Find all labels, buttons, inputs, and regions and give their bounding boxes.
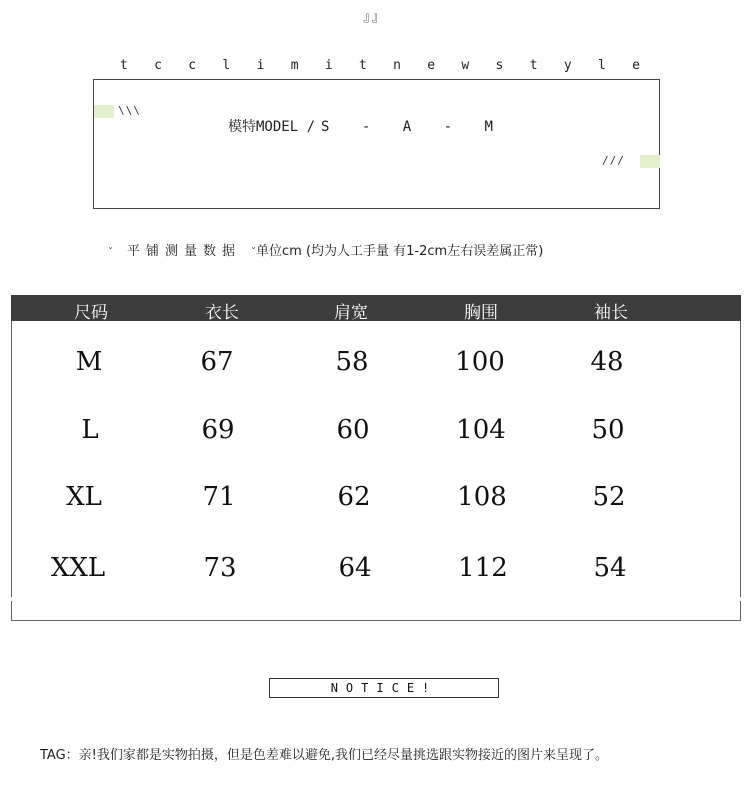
table-border-right-foot <box>740 601 741 621</box>
brand-letter: t <box>529 58 538 73</box>
brand-letter: n <box>393 58 401 73</box>
brand-letter: w <box>461 58 470 73</box>
chevron-down-icon: ˇ <box>251 247 257 258</box>
brand-letter: e <box>632 58 640 73</box>
accent-block-right <box>640 155 660 168</box>
table-cell: XXL <box>50 553 106 583</box>
brand-letter: t <box>358 58 367 73</box>
slash-decoration-right: /// <box>602 154 625 167</box>
measure-title: 平铺测量数据 <box>127 244 242 259</box>
slash-decoration-left: \\\ <box>118 104 141 117</box>
column-header-shoulder: 肩宽 <box>334 303 368 323</box>
table-cell: 112 <box>458 553 508 583</box>
column-header-size: 尺码 <box>74 303 108 323</box>
brand-letter: l <box>597 58 606 73</box>
size-table <box>11 295 741 621</box>
column-header-length: 衣长 <box>205 303 239 323</box>
table-cell: M <box>75 347 103 377</box>
table-border-bottom <box>11 620 741 621</box>
table-cell: 73 <box>203 553 237 583</box>
table-border-right <box>740 321 741 597</box>
table-cell: 67 <box>200 347 234 377</box>
brand-tagline <box>120 58 640 73</box>
table-cell: 71 <box>202 482 236 512</box>
table-border-left <box>11 321 12 597</box>
table-cell: 48 <box>590 347 624 377</box>
accent-block-left <box>94 105 114 118</box>
model-size-text <box>228 116 505 136</box>
table-cell: 64 <box>338 553 372 583</box>
table-cell: 100 <box>455 347 505 377</box>
brand-letter: m <box>290 58 299 73</box>
brand-letter: c <box>154 58 162 73</box>
table-border-left-foot <box>11 601 12 621</box>
brand-letter: s <box>495 58 504 73</box>
brand-letter: l <box>222 58 231 73</box>
brand-letter: y <box>563 58 572 73</box>
brand-letter: c <box>188 58 197 73</box>
table-cell: L <box>81 415 99 445</box>
table-cell: 54 <box>593 553 627 583</box>
table-cell: 62 <box>337 482 371 512</box>
measure-unit-note: 单位cm (均为人工手量 有1-2cm左右误差属正常) <box>256 244 544 259</box>
brand-letter: i <box>256 58 265 73</box>
top-mark: 』』 <box>363 10 387 25</box>
model-sizes: S - A - M <box>321 119 505 135</box>
brand-letter: i <box>324 58 333 73</box>
measurement-note <box>108 240 543 259</box>
model-label: 模特MODEL / <box>228 119 316 135</box>
model-info-box <box>93 79 660 209</box>
table-cell: 52 <box>592 482 626 512</box>
table-cell: 108 <box>457 482 507 512</box>
column-header-sleeve: 袖长 <box>594 303 628 323</box>
table-cell: XL <box>66 482 102 512</box>
table-cell: 69 <box>201 415 235 445</box>
table-cell: 58 <box>335 347 369 377</box>
table-cell: 104 <box>456 415 506 445</box>
table-cell: 50 <box>591 415 625 445</box>
chevron-down-icon: ˇ <box>108 247 113 258</box>
brand-letter: t <box>120 58 128 73</box>
tag-disclaimer: TAG：亲!我们家都是实物拍摄，但是色差难以避免,我们已经尽量挑选跟实物接近的图片来呈现了。 <box>40 748 609 763</box>
table-header <box>11 295 741 321</box>
brand-letter: e <box>427 58 436 73</box>
notice-box: NOTICE! <box>269 678 499 698</box>
table-cell: 60 <box>336 415 370 445</box>
column-header-chest: 胸围 <box>464 303 498 323</box>
